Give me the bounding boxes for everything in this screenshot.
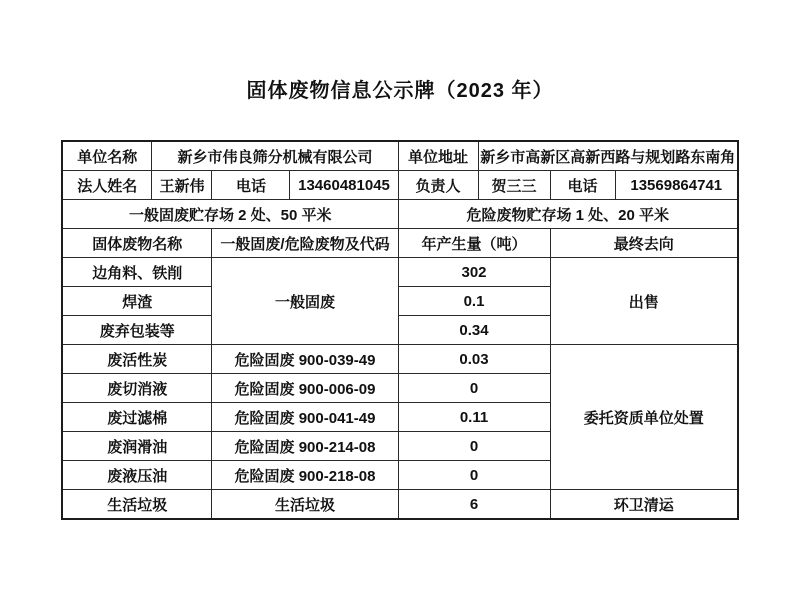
waste-row — [62, 490, 738, 520]
waste-amount: 0 — [398, 432, 550, 461]
waste-dest-sanitation: 环卫清运 — [550, 490, 738, 520]
unit-addr-value: 新乡市高新区高新西路与规划路东南角 — [478, 141, 738, 171]
waste-name: 生活垃圾 — [62, 490, 212, 520]
waste-amount: 0 — [398, 374, 550, 403]
waste-name: 边角料、铁削 — [62, 258, 212, 287]
waste-name: 废切消液 — [62, 374, 212, 403]
phone2-value: 13569864741 — [615, 171, 738, 200]
waste-amount: 0.1 — [398, 287, 550, 316]
header-waste-type: 一般固废/危险废物及代码 — [212, 229, 398, 258]
waste-row — [62, 258, 738, 287]
phone2-label: 电话 — [550, 171, 615, 200]
waste-name: 焊渣 — [62, 287, 212, 316]
waste-type: 危险固废 900-214-08 — [212, 432, 398, 461]
manager-label: 负责人 — [398, 171, 478, 200]
row-storage — [62, 200, 738, 229]
waste-type: 危险固废 900-218-08 — [212, 461, 398, 490]
row-waste-headers — [62, 229, 738, 258]
waste-type-general: 一般固废 — [212, 258, 398, 345]
row-contacts — [62, 171, 738, 200]
header-waste-amount: 年产生量（吨） — [398, 229, 550, 258]
waste-amount: 0.11 — [398, 403, 550, 432]
waste-name: 废过滤棉 — [62, 403, 212, 432]
waste-name: 废活性炭 — [62, 345, 212, 374]
unit-name-label: 单位名称 — [62, 141, 152, 171]
legal-name-value: 王新伟 — [152, 171, 212, 200]
page-title: 固体废物信息公示牌（2023 年） — [246, 80, 554, 102]
waste-name: 废液压油 — [62, 461, 212, 490]
waste-type: 生活垃圾 — [212, 490, 398, 520]
phone1-label: 电话 — [212, 171, 290, 200]
solid-waste-info-table — [61, 140, 739, 520]
hazard-storage-text: 危险废物贮存场 1 处、20 平米 — [398, 200, 738, 229]
waste-amount: 6 — [398, 490, 550, 520]
unit-addr-label: 单位地址 — [398, 141, 478, 171]
waste-amount: 302 — [398, 258, 550, 287]
waste-name: 废润滑油 — [62, 432, 212, 461]
waste-amount: 0 — [398, 461, 550, 490]
waste-row — [62, 345, 738, 374]
waste-amount: 0.03 — [398, 345, 550, 374]
waste-name: 废弃包装等 — [62, 316, 212, 345]
waste-amount: 0.34 — [398, 316, 550, 345]
waste-type: 危险固废 900-039-49 — [212, 345, 398, 374]
header-waste-dest: 最终去向 — [550, 229, 738, 258]
phone1-value: 13460481045 — [290, 171, 398, 200]
unit-name-value: 新乡市伟良筛分机械有限公司 — [152, 141, 398, 171]
waste-dest-sale: 出售 — [550, 258, 738, 345]
header-waste-name: 固体废物名称 — [62, 229, 212, 258]
waste-type: 危险固废 900-041-49 — [212, 403, 398, 432]
manager-value: 贺三三 — [478, 171, 550, 200]
waste-dest-entrusted: 委托资质单位处置 — [550, 345, 738, 490]
waste-type: 危险固废 900-006-09 — [212, 374, 398, 403]
legal-name-label: 法人姓名 — [62, 171, 152, 200]
row-unit-info — [62, 141, 738, 171]
general-storage-text: 一般固废贮存场 2 处、50 平米 — [62, 200, 398, 229]
